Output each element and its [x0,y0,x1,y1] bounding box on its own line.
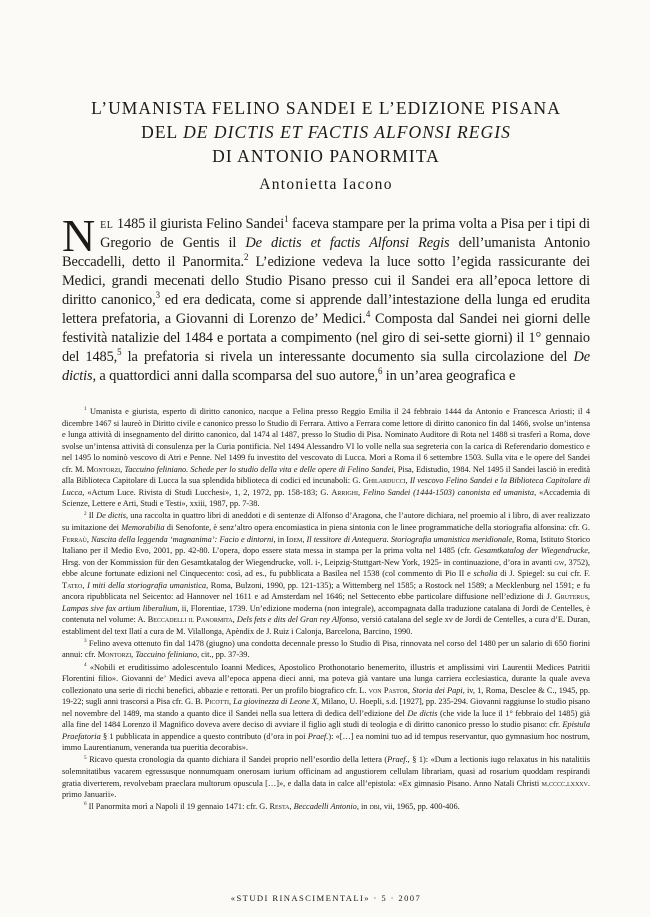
body-text-run: , a quattordici anni dalla scomparsa del suo autore, [92,368,378,384]
footnote-text: , [405,476,410,486]
footnote-text: , [302,534,307,544]
footnote-text: , Milano, U. Hoepli, s.d. [1927], pp. 235-294. Giovanni raggiunse lo studio pisano nel novembre del 1489, ma stando a quanto dice il Sandei nella sua lettera di dedica dell’edizione del [62,697,590,718]
article-page [62,0,591,903]
footnote-text: Taccuino feliniano. Schede per lo studio della vita e delle opere di Felino Sandei [124,464,394,474]
footnote-text: scholia [473,569,498,579]
footnote-text: , [232,615,237,625]
footnote-text: Ferraù [62,534,87,544]
footnote-text: I miti della storiografia umanistica [87,580,207,590]
footnote-text: Beccadelli Antonio [293,802,357,812]
footnote-text: , [86,534,92,544]
footnote-5: $^5$ Ricavo questa cronologia da quanto dichiara il Sandei proprio nell’esordio della lettera (Praef., § 1): «Dum a lectionis iugo relaxatus in his natalitiis solemnitatibus vacarem egressusque nonnumquam onerosam iurium officinam ad angustiorem cellulam librariam, quasi ad rosarium quoddam respirandi gratia diverterem, revolvebam praeclara multorum opuscula […]», e dalla data in calce all’epistola: «Ex gimnasio Pisano. Anno Natali Christi m.cccc.lxxxv. primo Januarii». [62,754,590,800]
footnote-text: Idem [286,534,303,544]
body-text-run: Composta dal Sandei nei giorni delle festività natalizie del 1484 e portata a compimento (nel giro di sei-sette giorni) il 1° gennaio del 1485, [62,311,590,365]
footnote-text: von Pastor [368,685,408,695]
footnote-text: , «Accademia di Scienze, Lettere e Arti, Studi e Testi», xxiii, 1987, pp. 7-38. [62,487,591,509]
footnote-text: di Senofonte, è senz’altro opera encomiastica in piena sintonia con le linee programmatiche della storiografia alfonsina: cfr. G. [164,522,591,532]
footnote-text: Montorzi [86,464,121,474]
body-text-run: faceva stampare per la prima volta a Pisa per i tipi di Gregorio de Gentis il [100,216,590,251]
footnote-text: Ricavo questa cronologia da quanto dichiara il Sandei proprio nell’esordio della lettera ( [89,755,388,765]
running-footer: «STUDI RINASCIMENTALI» · 5 · 2007 [230,893,422,903]
footnote-text: , 3752), ebbe alcune fortunate edizioni nel Cinquecento: così, ad es., fu pubblicata a Basilea nel 1538 (col commento di Pio II e [62,557,590,579]
footnote-text: Beccadelli il Panormita [147,615,233,625]
footnote-ref[interactable]: 3 [155,290,160,301]
footnote-ref[interactable]: 2 [243,252,249,263]
footnote-text: Gruterus [554,592,588,602]
title-line-3: DI ANTONIO PANORMITA [212,146,440,166]
footnote-ref[interactable]: 4 [365,309,371,320]
footnote-text: , [228,697,234,707]
footnote-text: Il tessitore di Antequera. Storiografia umanistica meridionale [306,534,513,544]
footnote-text: Picotti [204,697,229,707]
footnotes [62,406,590,813]
footnote-text: , [407,685,413,695]
footnote-text: Dels fets e dits del Gran rey Alfonso [236,615,358,625]
footnote-ref[interactable]: 1 [284,214,289,225]
lead-in: el [100,216,114,232]
footnote-text: ): «[…] ea nomini tuo ad id tempus reservantur, quo gymnasium hoc nostrum, immo Laurentianum, veneranda tua pueritia decorabis». [62,731,590,753]
footnote-text: , Roma, Istituto Storico Italiano per il Medio Evo, 2001, pp. 42-80. L’opera, dopo essere stata messa in stampa per la prima volta nel 1485 (cfr. [62,534,590,556]
footnote-text: La giovinezza di Leone X [233,697,317,707]
body-text-run: ed era dedicata, come si apprende dall’intestazione della lunga ed erudita lettera prefatoria, a Giovanni di Lorenzo de’ Medici. [62,292,590,327]
footnote-text: Memorabilia [121,522,165,532]
footnote-text: Il Panormita morì a Napoli il 19 gennaio 1471: cfr. G. [88,802,270,812]
body-text-run: la prefatoria si rivela un interessante documento sia sulla circolazione del [121,349,574,365]
footnote-1: $^1$ Umanista e giurista, esperto di diritto canonico, nacque a Felina presso Reggio Emilia il 24 febbraio 1444 da Antonio e Francesca Ariosti; il 4 dicembre 1467 si laureò in Diritto civile e canonico presso lo Studio di Ferrara. Attivo a Ferrara come lettore di diritto canonico fin dal 1466, svolse un’intensa e lunga attività di insegnamento del diritto canonico, dal 1474 al 1487, presso lo Studio di Pisa. Nominato Auditore di Rota nel 1488 si trasferì a Roma, dove svolse un’intensa attività di consulenza per la Curia pontificia. Nel 1494 Alessandro VI lo volle nella sua segreteria con la carica di Referendario domestico e nel 1495 lo nominò vescovo di Atri e Penne. Nel 1499 fu investito del vescovato di Lucca. Morì a Roma il 6 settembre 1503. Sulla vita e le opere del Sandei cfr. M. Montorzi, Taccuino feliniano. Schede per lo studio della vita e delle opere di Felino Sandei, Pisa, Edistudio, 1984. Nel 1495 il Sandei lasciò in eredità alla Biblioteca Capitolare di Lucca la sua splendida biblioteca di codici ed incunaboli: G. Ghilarducci, Il vescovo Felino Sandei e la Biblioteca Capitolare di Lucca, «Actum Luce. Rivista di Studi Lucchesi», 1, 2, 1972, pp. 158-183; G. Arrighi, Felino Sandei (1444-1503) canonista ed umanista, «Accademia di Scienze, Lettere e Arti, Studi e Testi», xxiii, 1987, pp. 7-38. [62,406,591,509]
footnote-text: Epistula Praefatoria [62,720,590,741]
title-line-2-prefix: DEL [141,122,184,142]
footnote-text: , [120,464,125,474]
footnote-text: Felino aveva ottenuto fin dal 1478 (giugno) una condotta decennale presso lo Studio di Pisa, rinnovata nel corso del 1480 per un salario di 650 fiorini annui: cfr. [62,638,590,660]
footnote-text: , § 1): «Dum a lectionis iugo relaxatus in his natalitiis solemnitatibus vacarem egressusque nonnumquam onerosam iurium officinam ad angustiorem cellulam librariam, quasi ad rosarium quoddam respirandi gratia diverterem, revolvebam praeclara multorum opuscula […]», e dalla data in calce all’epistola: «Ex gimnasio Pisano. Anno Natali Christi [62,755,590,788]
footnote-text: m.cccc.lxxxv [541,778,588,788]
footnote-text: , versió catalana del segle xv de Jordi de Centelles, a cura d’E. Duran, establiment del text llatí a cura de M. Vilallonga, Apèndix de J. Ruiz i Calonja, Barcelona, Barcino, 1990. [62,615,591,636]
body-text-run: in un’area geografica e [382,368,516,384]
footnote-text: , in [273,534,287,544]
footnote-text: § 1 pubblicata in appendice a questo contributo (d’ora in poi [100,731,308,741]
body-text-run: 1485 il giurista Felino Sandei [113,216,285,232]
footnote-text: De dictis [96,511,126,521]
footnote-text: , cit., pp. 37-39. [197,650,250,660]
footnote-3: $^3$ Felino aveva ottenuto fin dal 1478 (giugno) una condotta decennale presso lo Studio di Pisa, rinnovata nel corso del 1480 per un salario di 650 fiorini annui: cfr. Montorzi, Taccuino feliniano, cit., pp. 37-39. [62,638,590,660]
footnote-text: . primo Januarii». [62,778,590,800]
footnote-text: , iv, 1, Roma, Desclee & C., 1945, pp. 19-22; sugli anni trascorsi a Pisa cfr. G. B. [62,685,590,707]
footnote-text: Taccuino feliniano [135,650,197,660]
footnote-text: , vii, 1965, pp. 400-406. [379,802,460,812]
footnote-text: , Roma, Bulzoni, 1990, pp. 121-135); a Wittemberg nel 1585; a Rostock nel 1589; a Mecklenburg nel 1591; e fu ancora ripubblicata nel Seicento: ad Hannover nel 1611 e ad Amsterdam nel 1646; nel Settecento ebbe particolare diffusione nell’edizione di J. [62,580,591,602]
footnote-text: gw [554,557,565,567]
footnote-text: Tateo [62,580,83,590]
footnote-text: , Hrsg. von der Kommission für den Gesamtkatalog der Wiegendrucke, voll. i-, Leipzig-Stuttgart-New York, 1925- in continuazione, d’ora in avanti [62,546,590,567]
footnote-text: , ii, Florentiae, 1739. Un’edizione moderna (non integrale), accompagnata dalla traduzione catalana di Jordi de Centelles, è contenuta nel volume: A. [62,603,591,625]
footnote-text: , [131,650,136,660]
body-paragraph [62,210,591,386]
footnote-text: dbi [369,802,380,812]
body-italic-title: De dictis et factis Alfonsi Regis [245,235,450,251]
footnote-text: «Nobili et eruditissimo adolescentulo Ioanni Medices, Apostolico Prothonotario benemerito, illustris et amplissimi viri Laurentii Medices Patritii Florentini filio». Giovanni de’ Medici aveva all’epoca appena dieci anni, ma poteva già vantare una lunga carriera ecclesiastica, durante la quale aveva collezionato una serie di ricchi benefici, abbazie e rettorati. Per un profilo biografico cfr. L. [62,662,590,695]
body-text-run: dell’umanista Antonio Beccadelli, detto il Panormita. [62,235,590,270]
footnote-text: Arrighi [331,487,358,497]
footnote-ref[interactable]: 5 [117,347,122,358]
footnote-text: Nascita della leggenda ‘magnanima’: Facio e dintorni [91,534,274,544]
footnote-text: Praef. [387,755,408,765]
footnote-text: , [289,802,294,812]
title-work-name: DE DICTIS ET FACTIS ALFONSI REGIS [183,122,511,142]
footnote-6: $^6$ Il Panormita morì a Napoli il 19 gennaio 1471: cfr. G. Resta, Beccadelli Antonio, in dbi, vii, 1965, pp. 400-406. [84,801,460,812]
footnote-text: Il vescovo Felino Sandei e la Biblioteca Capitolare di Lucca [62,476,591,497]
footnote-text: Resta [269,802,290,812]
footnote-4: $^4$ «Nobili et eruditissimo adolescentulo Ioanni Medices, Apostolico Prothonotario benemerito, illustris et amplissimi viri Laurentii Medices Patritii Florentini filio». Giovanni de’ Medici aveva all’epoca appena dieci anni, ma poteva già vantare una lunga carriera ecclesiastica, durante la quale aveva collezionato una serie di ricchi benefici, abbazie e rettorati. Per un profilo biografico cfr. L. von Pastor, Storia dei Papi, iv, 1, Roma, Desclee & C., 1945, pp. 19-22; sugli anni trascorsi a Pisa cfr. G. B. Picotti, La giovinezza di Leone X, Milano, U. Hoepli, s.d. [1927], pp. 235-294. Giovanni raggiunse lo studio pisano nel novembre del 1489, ma stando a quanto dice il Sandei nella sua lettera di dedica dell’edizione del De dictis (che vide la luce il 1° febbraio del 1485) già alla fine del 1484 Lorenzo il Magnifico doveva avere deciso di avviare il figlio agli studi di teologia e di diritto canonico presso lo studio pisano: cfr. Epistula Praefatoria § 1 pubblicata in appendice a questo contributo (d’ora in poi Praef.): «[…] ea nomini tuo ad id tempus reservantur, quo gymnasium hoc nostrum, immo Laurentianum, veneranda tua pueritia decorabis». [62,661,590,753]
footnote-text: , «Actum Luce. Rivista di Studi Lucchesi», 1, 2, 1972, pp. 158-183; G. [82,487,332,497]
title-line-1: L’UMANISTA FELINO SANDEI E L’EDIZIONE PISANA [91,98,561,118]
footnote-text: Ghilarducci [362,476,406,486]
footnote-text: di J. Spiegel: su cui cfr. F. [497,569,590,579]
footnote-text: Storia dei Papi [412,685,463,695]
author-name: Antonietta Iacono [259,176,393,193]
footnote-text: Montorzi [97,650,132,660]
footnote-text: Praef. [307,731,329,741]
footnote-text: (che vide la luce il 1° febbraio del 1485) già alla fine del 1484 Lorenzo il Magnifico doveva avere deciso di avviare il figlio agli studi di teologia e di diritto canonico presso lo studio pisano: cfr. [62,708,590,730]
footnote-text: , [587,592,590,602]
footnote-text: De dictis [407,708,438,718]
footnote-text: , in [356,802,370,812]
footnote-text: Gesamtkatalog der Wiegendrucke [474,546,588,556]
footnote-text: , una raccolta in quattro libri di aneddoti e di sentenze di Alfonso d’Aragona, che l’autore dichiara, nel proemio al i libro, di aver realizzato su imitazione dei [62,511,591,532]
footnote-text: Umanista e giurista, esperto di diritto canonico, nacque a Felina presso Reggio Emilia il 24 febbraio 1444 da Antonio e Francesca Ariosti; il 4 dicembre 1467 si laureò in Diritto civile e canonico presso lo Studio di Ferrara. Attivo a Ferrara come lettore di diritto canonico fin dal 1466, svolse un’intensa e lunga attività di insegnamento del diritto canonico, dal 1474 al 1487, presso lo Studio di Pisa. Nominato Auditore di Rota nel 1488 si trasferì a Roma, dove svolse un’intensa attività di consulenza per la Curia pontificia. Nel 1494 Alessandro VI lo volle nella sua segreteria con la carica di Referendario domestico e nel 1495 lo nominò vescovo di Atri e Penne. Nel 1499 fu investito del vescovato di Lucca. Morì a Roma il 6 settembre 1503. Sulla vita e le opere del Sandei cfr. M. [62,407,590,474]
title-line-2 [62,120,590,144]
body-text-run: L’edizione vedeva la luce sotto l’egida rassicurante dei Medici, grandi mecenati dello Studio Pisano presso cui il Sandei era all’epoca lettore di diritto canonico, [62,254,590,308]
body-italic-title: De dictis [62,349,591,384]
footnote-text: , [82,580,88,590]
drop-cap: N [62,210,96,261]
footnote-text: , Pisa, Edistudio, 1984. Nel 1495 il Sandei lasciò in eredità alla Biblioteca Capitolare di Lucca la sua splendida biblioteca di codici ed incunaboli: G. [62,464,591,486]
footnote-2: $^2$ Il De dictis, una raccolta in quattro libri di aneddoti e di sentenze di Alfonso d’Aragona, che l’autore dichiara, nel proemio al i libro, di aver realizzato su imitazione dei Memorabilia di Senofonte, è senz’altro opera encomiastica in piena sintonia con le linee programmatiche della storiografia alfonsina: cfr. G. Ferraù, Nascita della leggenda ‘magnanima’: Facio e dintorni, in Idem, Il tessitore di Antequera. Storiografia umanistica meridionale, Roma, Istituto Storico Italiano per il Medio Evo, 2001, pp. 42-80. L’opera, dopo essere stata messa in stampa per la prima volta nel 1485 (cfr. Gesamtkatalog der Wiegendrucke, Hrsg. von der Kommission für den Gesamtkatalog der Wiegendrucke, voll. i-, Leipzig-Stuttgart-New York, 1925- in continuazione, d’ora in avanti gw, 3752), ebbe alcune fortunate edizioni nel Cinquecento: così, ad es., fu pubblicata a Basilea nel 1538 (col commento di Pio II e scholia di J. Spiegel: su cui cfr. F. Tateo, I miti della storiografia umanistica, Roma, Bulzoni, 1990, pp. 121-135); a Wittemberg nel 1585; a Rostock nel 1589; a Mecklenburg nel 1591; e fu ancora ripubblicata nel Seicento: ad Hannover nel 1611 e ad Amsterdam nel 1646; nel Settecento ebbe particolare diffusione nell’edizione di J. Gruterus, Lampas sive fax artium liberalium, ii, Florentiae, 1739. Un’edizione moderna (non integrale), accompagnata dalla traduzione catalana di Jordi de Centelles, è contenuta nel volume: A. Beccadelli il Panormita, Dels fets e dits del Gran rey Alfonso, versió catalana del segle xv de Jordi de Centelles, a cura d’E. Duran, establiment del text llatí a cura de M. Vilallonga, Apèndix de J. Ruiz i Calonja, Barcelona, Barcino, 1990. [62,510,591,636]
footnote-text: Il [88,511,97,521]
article-title [62,96,590,168]
footnote-text: Lampas sive fax artium liberalium [62,603,178,613]
footnote-text: Felino Sandei (1444-1503) canonista ed umanista [363,487,535,497]
footnote-ref[interactable]: 6 [377,366,383,377]
footnote-text: , [357,487,363,497]
